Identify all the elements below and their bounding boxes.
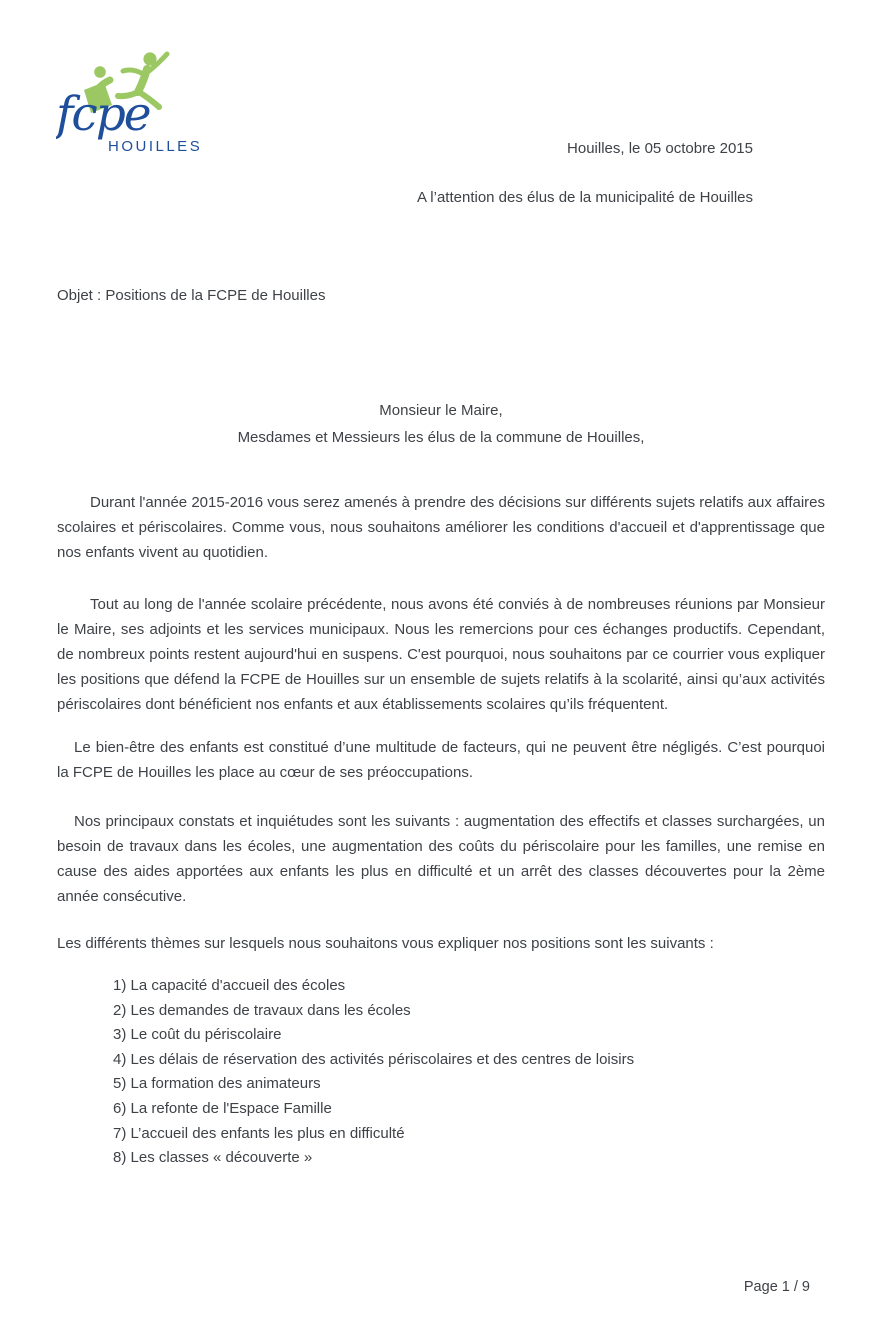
- themes-list: [113, 974, 825, 1171]
- theme-item-7: 7) L’accueil des enfants les plus en difficulté: [113, 1124, 405, 1142]
- salutation: [57, 397, 825, 451]
- logo-city-text: HOUILLES: [108, 138, 203, 155]
- logo-brand-text: fcpe: [56, 87, 150, 142]
- paragraph-1: Durant l'année 2015-2016 vous serez amenés à prendre des décisions sur différents sujets relatifs aux affaires scolaires et périscolaires. Comme vous, nous souhaitons améliorer les conditions d'accueil et d'apprentissage que nos enfants vivent au quotidien.: [57, 494, 825, 561]
- theme-item-8: 8) Les classes « découverte »: [113, 1149, 313, 1167]
- page-number: Page 1 / 9: [743, 1279, 810, 1295]
- paragraph-3: Le bien-être des enfants est constitué d’une multitude de facteurs, qui ne peuvent être négligés. C’est pourquoi la FCPE de Houilles les place au cœur de ses préoccupations.: [57, 739, 825, 781]
- date-line: Houilles, le 05 octobre 2015: [567, 140, 753, 157]
- paragraph-4: Nos principaux constats et inquiétudes sont les suivants : augmentation des effectifs et classes surchargées, un besoin de travaux dans les écoles, une augmentation des coûts du périscolaire pour les familles, une remise en cause des aides apportées aux enfants les plus en difficulté et un arrêt des classes découvertes pour la 2ème année consécutive.: [57, 813, 825, 905]
- theme-item-2: 2) Les demandes de travaux dans les écoles: [113, 1001, 411, 1019]
- theme-item-1: 1) La capacité d'accueil des écoles: [113, 977, 346, 994]
- salutation-line-2: Mesdames et Messieurs les élus de la commune de Houilles,: [237, 429, 645, 446]
- theme-item-3: 3) Le coût du périscolaire: [113, 1026, 282, 1044]
- themes-intro: Les différents thèmes sur lesquels nous souhaitons vous expliquer nos positions sont les suivants :: [57, 935, 714, 952]
- subject-line: Objet : Positions de la FCPE de Houilles: [57, 287, 326, 304]
- fcpe-houilles-logo: [56, 50, 226, 158]
- paragraph-2: Tout au long de l'année scolaire précédente, nous avons été conviés à de nombreuses réunions par Monsieur le Maire, ses adjoints et les services municipaux. Nous les remercions pour ces échanges productifs. Cependant, de nombreux points restent aujourd'hui en suspens. C'est pourquoi, nous souhaitons par ce courrier vous expliquer les positions que défend la FCPE de Houilles sur un ensemble de sujets relatifs à la scolarité, ainsi qu’aux activités périscolaires dont bénéficient nos enfants et aux établissements scolaires qu’ils fréquentent.: [57, 596, 825, 713]
- theme-item-5: 5) La formation des animateurs: [113, 1075, 321, 1093]
- logo-graphic: [56, 50, 226, 158]
- theme-item-6: 6) La refonte de l'Espace Famille: [113, 1099, 332, 1117]
- attention-line: A l’attention des élus de la municipalité de Houilles: [416, 189, 753, 206]
- theme-item-4: 4) Les délais de réservation des activités périscolaires et des centres de loisirs: [113, 1050, 635, 1068]
- salutation-line-1: Monsieur le Maire,: [379, 402, 503, 419]
